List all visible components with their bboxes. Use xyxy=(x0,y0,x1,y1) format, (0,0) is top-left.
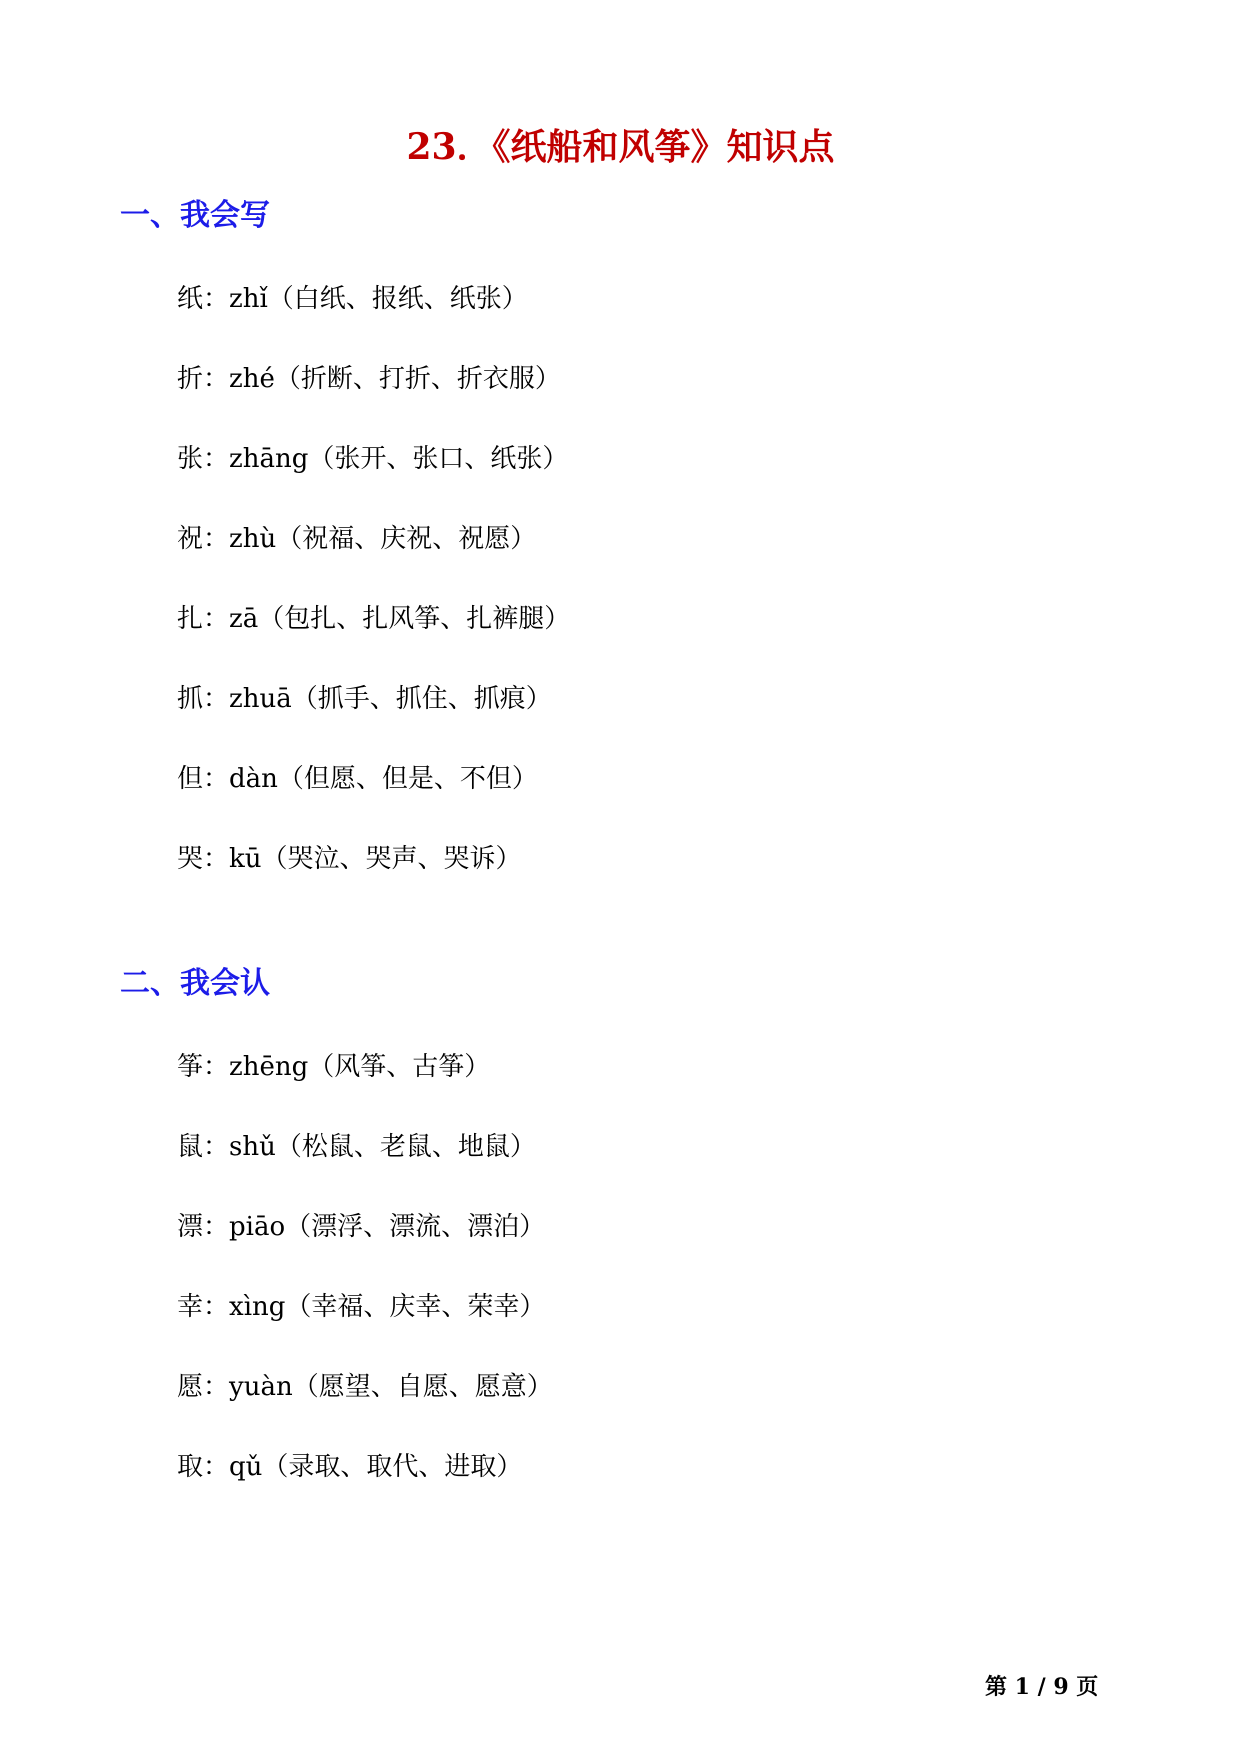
entry-words: （录取、取代、进取） xyxy=(262,1452,523,1482)
entry-character: 愿 xyxy=(177,1372,204,1402)
entry-character: 哭 xyxy=(177,844,204,874)
entry-character: 折 xyxy=(177,364,204,394)
entry-separator: ： xyxy=(203,1292,230,1322)
entry-separator: ： xyxy=(203,1372,230,1402)
entry-words: （漂浮、漂流、漂泊） xyxy=(285,1212,546,1242)
vocab-entry xyxy=(177,681,552,717)
entry-words: （白纸、报纸、纸张） xyxy=(267,284,528,314)
entry-character: 幸 xyxy=(177,1292,204,1322)
vocab-entry xyxy=(177,841,522,877)
page-number: 第 1 / 9 页 xyxy=(985,1674,1099,1700)
entry-character: 抓 xyxy=(177,684,204,714)
entry-words: （包扎、扎风筝、扎裤腿） xyxy=(258,604,571,634)
entry-pinyin: yuàn xyxy=(229,1372,293,1402)
entry-character: 扎 xyxy=(177,604,204,634)
entry-pinyin: xìng xyxy=(229,1292,286,1322)
entry-words: （折断、打折、折衣服） xyxy=(274,364,561,394)
vocab-entry xyxy=(177,361,561,397)
entry-character: 祝 xyxy=(177,524,204,554)
entry-words: （幸福、庆幸、荣幸） xyxy=(285,1292,546,1322)
vocab-entry xyxy=(177,1369,553,1405)
entry-character: 但 xyxy=(177,764,204,794)
entry-words: （但愿、但是、不但） xyxy=(277,764,538,794)
entry-words: （抓手、抓住、抓痕） xyxy=(291,684,552,714)
entry-separator: ： xyxy=(203,764,230,794)
entry-character: 漂 xyxy=(177,1212,204,1242)
entry-words: （风筝、古筝） xyxy=(308,1052,491,1082)
entry-separator: ： xyxy=(203,1452,230,1482)
entry-pinyin: zhé xyxy=(229,364,275,394)
entry-pinyin: zhuā xyxy=(229,684,292,714)
section-heading-write: 一、我会写 xyxy=(120,198,270,233)
entry-character: 纸 xyxy=(177,284,204,314)
entry-pinyin: dàn xyxy=(229,764,278,794)
entry-pinyin: piāo xyxy=(229,1212,286,1242)
entry-pinyin: zhāng xyxy=(229,444,309,474)
entry-pinyin: qǔ xyxy=(229,1452,263,1482)
entry-separator: ： xyxy=(203,1132,230,1162)
entry-separator: ： xyxy=(203,684,230,714)
entry-separator: ： xyxy=(203,844,230,874)
entry-words: （祝福、庆祝、祝愿） xyxy=(276,524,537,554)
vocab-entry xyxy=(177,761,538,797)
vocab-entry xyxy=(177,1289,545,1325)
entry-separator: ： xyxy=(203,1212,230,1242)
vocab-entry xyxy=(177,521,536,557)
vocab-entry xyxy=(177,1209,545,1245)
entry-separator: ： xyxy=(203,524,230,554)
entry-character: 筝 xyxy=(177,1052,204,1082)
entry-pinyin: shǔ xyxy=(229,1132,276,1162)
entry-separator: ： xyxy=(203,604,230,634)
entry-words: （愿望、自愿、愿意） xyxy=(292,1372,553,1402)
section-heading-recognize: 二、我会认 xyxy=(120,966,270,1001)
entry-pinyin: zhēng xyxy=(229,1052,309,1082)
entry-words: （松鼠、老鼠、地鼠） xyxy=(275,1132,536,1162)
page-title: 23．《纸船和风筝》知识点 xyxy=(406,126,835,168)
entry-character: 鼠 xyxy=(177,1132,204,1162)
entry-separator: ： xyxy=(203,364,230,394)
entry-separator: ： xyxy=(203,1052,230,1082)
entry-pinyin: zā xyxy=(229,604,259,634)
entry-separator: ： xyxy=(203,284,230,314)
entry-pinyin: zhù xyxy=(229,524,277,554)
entry-pinyin: zhǐ xyxy=(229,284,268,314)
entry-words: （张开、张口、纸张） xyxy=(308,444,569,474)
entry-words: （哭泣、哭声、哭诉） xyxy=(261,844,522,874)
entry-character: 取 xyxy=(177,1452,204,1482)
entry-character: 张 xyxy=(177,444,204,474)
vocab-entry xyxy=(177,441,568,477)
entry-pinyin: kū xyxy=(229,844,262,874)
vocab-entry xyxy=(177,601,570,637)
vocab-entry xyxy=(177,281,528,317)
entry-separator: ： xyxy=(203,444,230,474)
vocab-entry xyxy=(177,1129,536,1165)
vocab-entry xyxy=(177,1449,522,1485)
vocab-entry xyxy=(177,1049,490,1085)
